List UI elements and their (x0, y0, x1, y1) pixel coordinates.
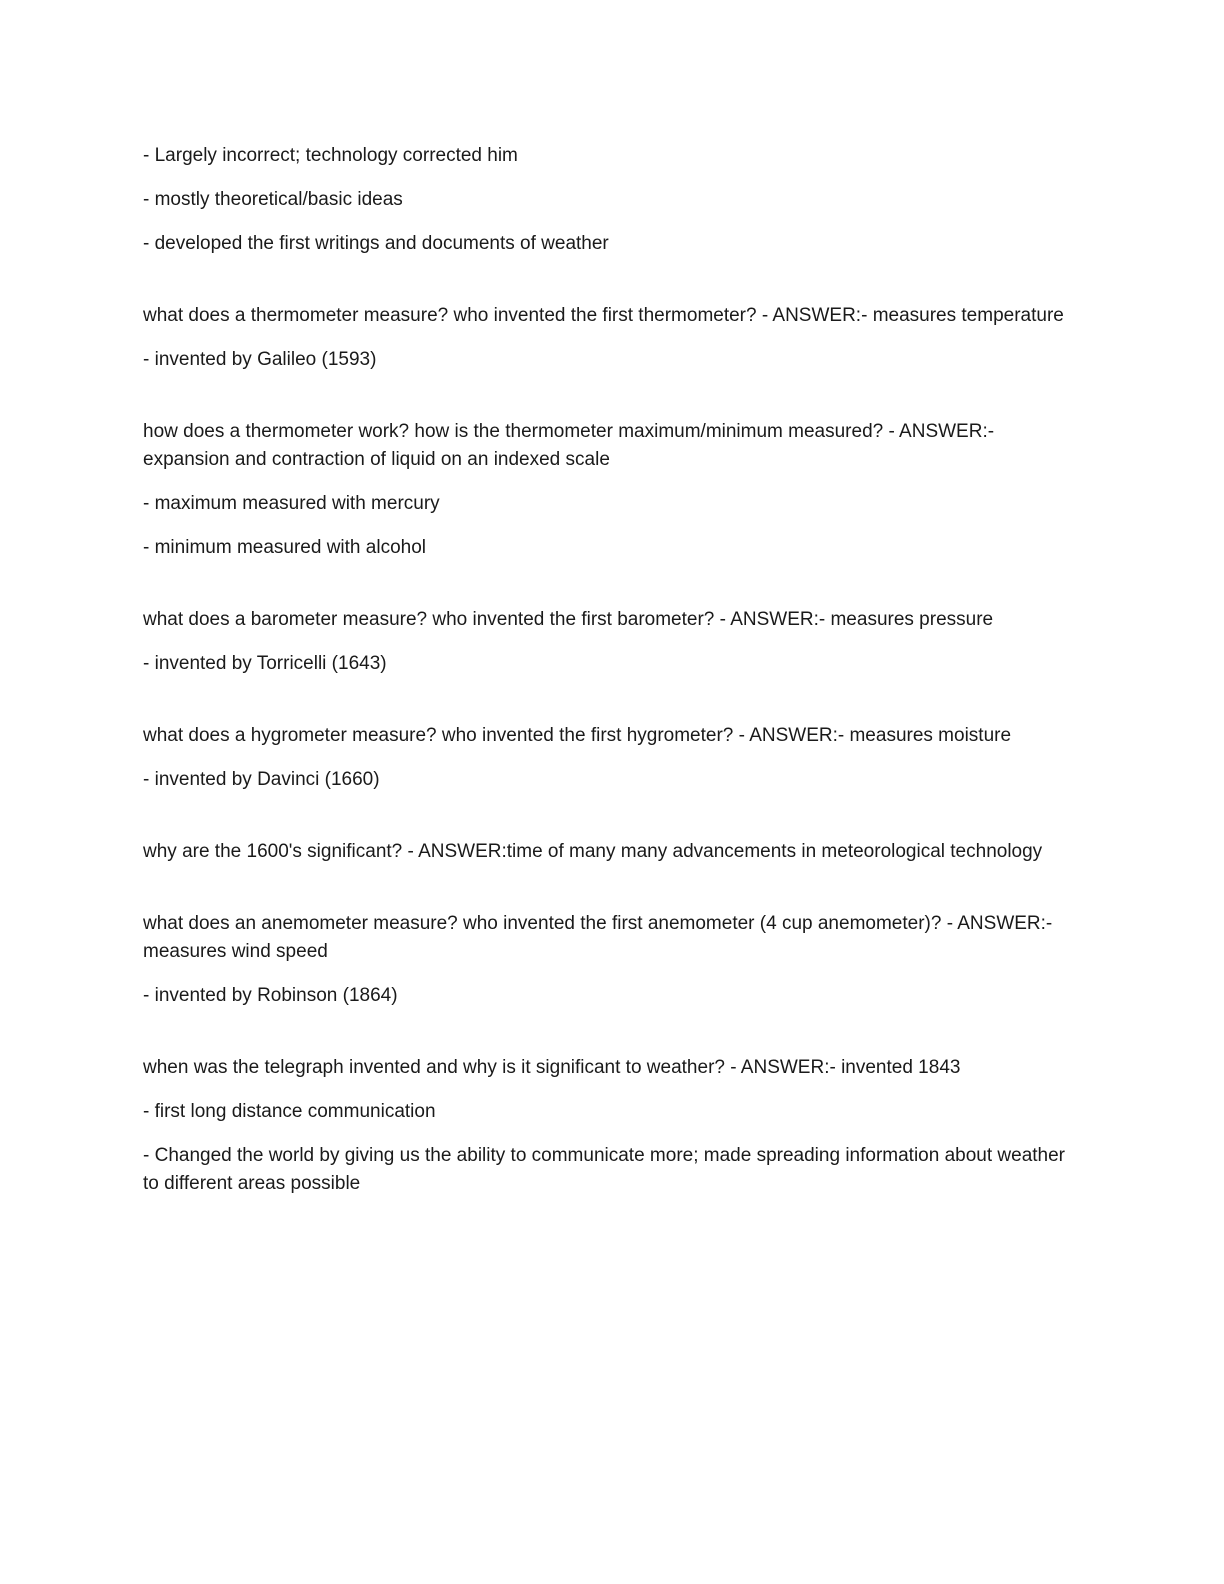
qa-1600s (143, 838, 1073, 866)
qa-thermometer-measure (143, 302, 1073, 374)
question-answer-line: when was the telegraph invented and why is it significant to weather? - ANSWER:- invented 1843 (143, 1057, 961, 1078)
note-line: - Largely incorrect; technology corrected him (143, 145, 518, 166)
qa-barometer (143, 606, 1073, 678)
question-answer-line: how does a thermometer work? how is the thermometer maximum/minimum measured? - ANSWER:- expansion and contraction of liquid on an indexed scale (143, 421, 995, 470)
answer-detail-line: - Changed the world by giving us the ability to communicate more; made spreading information about weather to different areas possible (143, 1145, 1066, 1194)
answer-detail-line: - minimum measured with alcohol (143, 537, 426, 558)
question-answer-line: what does an anemometer measure? who invented the first anemometer (4 cup anemometer)? - ANSWER:- measures wind speed (143, 913, 1053, 962)
answer-detail-line: - invented by Galileo (1593) (143, 349, 377, 370)
qa-telegraph (143, 1054, 1073, 1198)
answer-detail-line: - invented by Robinson (1864) (143, 985, 398, 1006)
question-answer-line: what does a barometer measure? who invented the first barometer? - ANSWER:- measures pressure (143, 609, 994, 630)
answer-detail-line: - invented by Torricelli (1643) (143, 653, 387, 674)
question-answer-line: why are the 1600's significant? - ANSWER:time of many many advancements in meteorological technology (143, 841, 1043, 862)
note-line: - mostly theoretical/basic ideas (143, 189, 403, 210)
document-body (143, 142, 1073, 1214)
qa-hygrometer (143, 722, 1073, 794)
qa-anemometer (143, 910, 1073, 1010)
answer-detail-line: - invented by Davinci (1660) (143, 769, 380, 790)
qa-thermometer-work (143, 418, 1073, 562)
intro-notes-block (143, 142, 1073, 258)
question-answer-line: what does a hygrometer measure? who invented the first hygrometer? - ANSWER:- measures moisture (143, 725, 1012, 746)
question-answer-line: what does a thermometer measure? who invented the first thermometer? - ANSWER:- measures temperature (143, 305, 1064, 326)
answer-detail-line: - maximum measured with mercury (143, 493, 440, 514)
note-line: - developed the first writings and documents of weather (143, 233, 609, 254)
answer-detail-line: - first long distance communication (143, 1101, 436, 1122)
